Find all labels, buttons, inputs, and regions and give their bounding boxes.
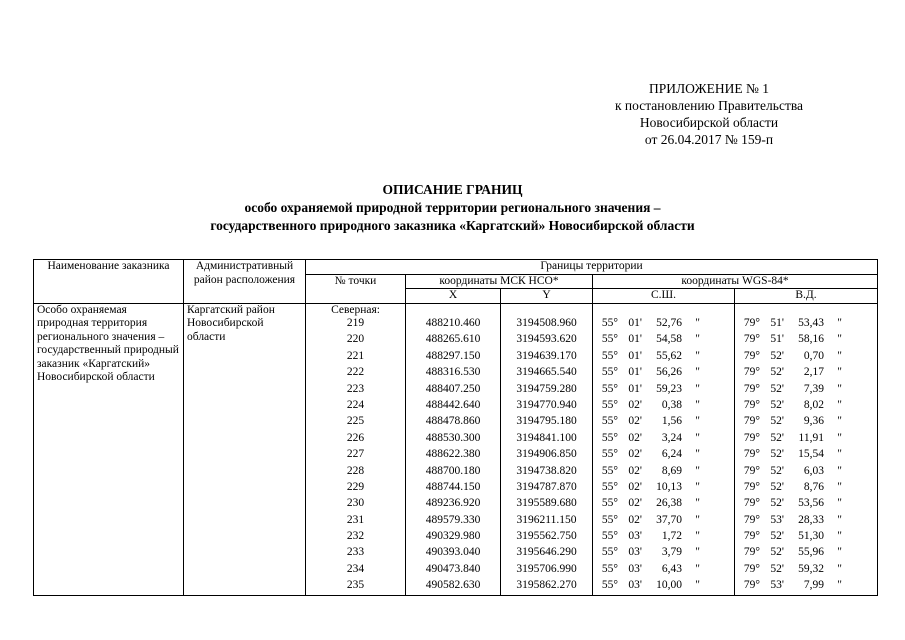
coord-y: 3194770.940 xyxy=(501,399,593,415)
lon-degrees: 79° xyxy=(743,333,760,346)
coord-x: 488700.180 xyxy=(406,465,501,481)
lon-seconds: 8,76 xyxy=(803,480,824,493)
lon-minutes: 52' xyxy=(770,431,784,444)
coord-x: 490582.630 xyxy=(406,579,501,595)
lat-degrees: 55° xyxy=(601,497,618,510)
coord-y: 3194593.620 xyxy=(501,333,593,349)
point-number: 222 xyxy=(306,366,406,382)
lon-minutes: 52' xyxy=(770,562,784,575)
point-number: 233 xyxy=(306,546,406,562)
lon-degrees: 79° xyxy=(743,366,760,379)
coord-x: 488297.150 xyxy=(406,350,501,366)
lat-seconds: 3,24 xyxy=(661,431,682,444)
latitude-cell xyxy=(593,465,735,481)
empty-cell xyxy=(735,303,878,317)
lon-sec-symbol: " xyxy=(837,448,842,461)
empty-cell xyxy=(501,303,593,317)
lon-degrees: 79° xyxy=(743,562,760,575)
latitude-cell xyxy=(593,399,735,415)
lat-degrees: 55° xyxy=(601,562,618,575)
coord-y: 3194639.170 xyxy=(501,350,593,366)
lon-degrees: 79° xyxy=(743,398,760,411)
lat-sec-symbol: " xyxy=(695,382,700,395)
lat-minutes: 03' xyxy=(628,546,642,559)
lon-minutes: 52' xyxy=(770,497,784,510)
lat-seconds: 55,62 xyxy=(656,349,682,362)
lat-degrees: 55° xyxy=(601,317,618,329)
lon-degrees: 79° xyxy=(743,464,760,477)
lat-seconds: 0,38 xyxy=(661,398,682,411)
longitude-cell xyxy=(735,481,878,497)
coord-x: 490329.980 xyxy=(406,530,501,546)
lat-seconds: 1,56 xyxy=(661,415,682,428)
lon-minutes: 51' xyxy=(770,317,784,329)
longitude-cell xyxy=(735,432,878,448)
lon-sec-symbol: " xyxy=(837,431,842,444)
coord-y: 3194665.540 xyxy=(501,366,593,382)
point-number: 220 xyxy=(306,333,406,349)
lat-degrees: 55° xyxy=(601,513,618,526)
lat-sec-symbol: " xyxy=(695,530,700,543)
lat-sec-symbol: " xyxy=(695,366,700,379)
longitude-cell xyxy=(735,317,878,333)
lat-sec-symbol: " xyxy=(695,497,700,510)
point-number: 223 xyxy=(306,383,406,399)
reserve-name-cell: Особо охраняемая природная территория регионального значения – государственный природный заказник «Каргатский» Новосибирской области xyxy=(34,303,184,596)
coord-x: 489236.920 xyxy=(406,497,501,513)
latitude-cell xyxy=(593,448,735,464)
title-line-2: особо охраняемой природной территории регионального значения – xyxy=(244,200,661,215)
lat-minutes: 02' xyxy=(628,431,642,444)
header-name: Наименование заказника xyxy=(34,260,184,304)
coord-y: 3195562.750 xyxy=(501,530,593,546)
lat-seconds: 6,43 xyxy=(661,562,682,575)
district-cell: Каргатский район Новосибирской области xyxy=(184,303,306,596)
lat-sec-symbol: " xyxy=(695,448,700,461)
appendix-heading: ПРИЛОЖЕНИЕ № 1 xyxy=(648,81,770,96)
point-number: 228 xyxy=(306,465,406,481)
lon-sec-symbol: " xyxy=(837,562,842,575)
lon-sec-symbol: " xyxy=(837,317,842,329)
point-number: 219 xyxy=(306,317,406,333)
lon-seconds: 53,56 xyxy=(798,497,824,510)
longitude-cell xyxy=(735,399,878,415)
point-number: 231 xyxy=(306,514,406,530)
coord-x: 488316.530 xyxy=(406,366,501,382)
lon-degrees: 79° xyxy=(743,546,760,559)
latitude-cell xyxy=(593,563,735,579)
lat-seconds: 37,70 xyxy=(656,513,682,526)
longitude-cell xyxy=(735,383,878,399)
point-number: 221 xyxy=(306,350,406,366)
header-lat: С.Ш. xyxy=(593,289,735,304)
lat-sec-symbol: " xyxy=(695,431,700,444)
lon-seconds: 28,33 xyxy=(798,513,824,526)
document-title xyxy=(0,181,905,235)
lon-degrees: 79° xyxy=(743,480,760,493)
lon-minutes: 52' xyxy=(770,448,784,461)
lat-minutes: 02' xyxy=(628,497,642,510)
point-number: 224 xyxy=(306,399,406,415)
coord-y: 3194787.870 xyxy=(501,481,593,497)
lat-sec-symbol: " xyxy=(695,415,700,428)
coord-x: 488744.150 xyxy=(406,481,501,497)
latitude-cell xyxy=(593,415,735,431)
appendix-decree: к постановлению Правительства xyxy=(614,98,804,113)
latitude-cell xyxy=(593,432,735,448)
coord-x: 488442.640 xyxy=(406,399,501,415)
lon-sec-symbol: " xyxy=(837,398,842,411)
coord-y: 3194906.850 xyxy=(501,448,593,464)
lon-minutes: 52' xyxy=(770,480,784,493)
coord-y: 3194508.960 xyxy=(501,317,593,333)
lat-seconds: 6,24 xyxy=(661,448,682,461)
lon-degrees: 79° xyxy=(743,530,760,543)
lat-minutes: 02' xyxy=(628,464,642,477)
latitude-cell xyxy=(593,514,735,530)
lon-minutes: 52' xyxy=(770,366,784,379)
point-number: 235 xyxy=(306,579,406,595)
point-number: 225 xyxy=(306,415,406,431)
lat-sec-symbol: " xyxy=(695,333,700,346)
lat-seconds: 59,23 xyxy=(656,382,682,395)
coord-x: 488622.380 xyxy=(406,448,501,464)
lon-degrees: 79° xyxy=(743,317,760,329)
lat-sec-symbol: " xyxy=(695,513,700,526)
longitude-cell xyxy=(735,546,878,562)
lon-minutes: 51' xyxy=(770,333,784,346)
lon-seconds: 0,70 xyxy=(803,349,824,362)
coord-x: 490393.040 xyxy=(406,546,501,562)
lon-seconds: 8,02 xyxy=(803,398,824,411)
longitude-cell xyxy=(735,465,878,481)
latitude-cell xyxy=(593,579,735,595)
latitude-cell xyxy=(593,383,735,399)
appendix-block xyxy=(579,80,839,148)
lat-degrees: 55° xyxy=(601,530,618,543)
lat-minutes: 02' xyxy=(628,513,642,526)
table-body xyxy=(34,303,878,596)
latitude-cell xyxy=(593,366,735,382)
point-number: 232 xyxy=(306,530,406,546)
lon-minutes: 52' xyxy=(770,546,784,559)
lon-seconds: 9,36 xyxy=(803,415,824,428)
lat-seconds: 26,38 xyxy=(656,497,682,510)
lat-minutes: 03' xyxy=(628,530,642,543)
latitude-cell xyxy=(593,497,735,513)
lon-seconds: 7,99 xyxy=(803,579,824,592)
lat-degrees: 55° xyxy=(601,431,618,444)
header-x: X xyxy=(406,289,501,304)
coord-y: 3194795.180 xyxy=(501,415,593,431)
longitude-cell xyxy=(735,415,878,431)
coord-y: 3195862.270 xyxy=(501,579,593,595)
lon-minutes: 52' xyxy=(770,530,784,543)
coord-x: 488530.300 xyxy=(406,432,501,448)
longitude-cell xyxy=(735,563,878,579)
lon-sec-symbol: " xyxy=(837,415,842,428)
coord-y: 3196211.150 xyxy=(501,514,593,530)
coord-x: 488407.250 xyxy=(406,383,501,399)
lat-degrees: 55° xyxy=(601,333,618,346)
longitude-cell xyxy=(735,530,878,546)
lat-minutes: 01' xyxy=(628,317,642,329)
lat-degrees: 55° xyxy=(601,382,618,395)
lat-sec-symbol: " xyxy=(695,480,700,493)
lon-minutes: 52' xyxy=(770,464,784,477)
longitude-cell xyxy=(735,497,878,513)
coord-y: 3195646.290 xyxy=(501,546,593,562)
latitude-cell xyxy=(593,530,735,546)
header-point-no: № точки xyxy=(306,274,406,303)
lon-seconds: 7,39 xyxy=(803,382,824,395)
lat-seconds: 10,13 xyxy=(656,480,682,493)
point-number: 227 xyxy=(306,448,406,464)
lat-sec-symbol: " xyxy=(695,464,700,477)
header-wgs: координаты WGS-84* xyxy=(593,274,878,289)
lat-seconds: 52,76 xyxy=(656,317,682,329)
lon-seconds: 15,54 xyxy=(798,448,824,461)
lat-sec-symbol: " xyxy=(695,562,700,575)
lat-minutes: 03' xyxy=(628,562,642,575)
header-lon: В.Д. xyxy=(735,289,878,304)
lon-seconds: 55,96 xyxy=(798,546,824,559)
point-number: 230 xyxy=(306,497,406,513)
lat-sec-symbol: " xyxy=(695,349,700,362)
lon-minutes: 52' xyxy=(770,398,784,411)
lat-degrees: 55° xyxy=(601,464,618,477)
appendix-date: от 26.04.2017 № 159-п xyxy=(644,132,774,147)
lat-degrees: 55° xyxy=(601,366,618,379)
lat-minutes: 01' xyxy=(628,333,642,346)
lon-degrees: 79° xyxy=(743,415,760,428)
lat-minutes: 02' xyxy=(628,415,642,428)
lat-seconds: 1,72 xyxy=(661,530,682,543)
lat-degrees: 55° xyxy=(601,349,618,362)
lat-minutes: 02' xyxy=(628,448,642,461)
table-header xyxy=(34,260,878,304)
lat-seconds: 54,58 xyxy=(656,333,682,346)
lon-degrees: 79° xyxy=(743,513,760,526)
lat-seconds: 3,79 xyxy=(661,546,682,559)
coord-y: 3194759.280 xyxy=(501,383,593,399)
lon-seconds: 2,17 xyxy=(803,366,824,379)
lon-sec-symbol: " xyxy=(837,579,842,592)
lon-degrees: 79° xyxy=(743,349,760,362)
header-y: Y xyxy=(501,289,593,304)
boundary-table xyxy=(33,259,878,596)
lat-sec-symbol: " xyxy=(695,398,700,411)
longitude-cell xyxy=(735,333,878,349)
lat-sec-symbol: " xyxy=(695,546,700,559)
latitude-cell xyxy=(593,317,735,333)
header-borders: Границы территории xyxy=(306,260,878,275)
lon-minutes: 52' xyxy=(770,415,784,428)
lat-seconds: 8,69 xyxy=(661,464,682,477)
point-number: 226 xyxy=(306,432,406,448)
lon-sec-symbol: " xyxy=(837,497,842,510)
header-msk: координаты МСК НСО* xyxy=(406,274,593,289)
lat-minutes: 02' xyxy=(628,398,642,411)
coord-x: 488210.460 xyxy=(406,317,501,333)
coord-y: 3195706.990 xyxy=(501,563,593,579)
latitude-cell xyxy=(593,481,735,497)
lat-seconds: 10,00 xyxy=(656,579,682,592)
lon-degrees: 79° xyxy=(743,382,760,395)
coord-x: 489579.330 xyxy=(406,514,501,530)
lat-minutes: 01' xyxy=(628,382,642,395)
lat-minutes: 01' xyxy=(628,349,642,362)
lon-sec-symbol: " xyxy=(837,480,842,493)
lat-minutes: 02' xyxy=(628,480,642,493)
coord-y: 3195589.680 xyxy=(501,497,593,513)
lon-minutes: 52' xyxy=(770,382,784,395)
coord-x: 488478.860 xyxy=(406,415,501,431)
point-number: 229 xyxy=(306,481,406,497)
lon-degrees: 79° xyxy=(743,448,760,461)
lon-minutes: 53' xyxy=(770,513,784,526)
longitude-cell xyxy=(735,514,878,530)
lat-degrees: 55° xyxy=(601,415,618,428)
lat-degrees: 55° xyxy=(601,546,618,559)
longitude-cell xyxy=(735,366,878,382)
coord-y: 3194738.820 xyxy=(501,465,593,481)
lat-degrees: 55° xyxy=(601,448,618,461)
lat-minutes: 01' xyxy=(628,366,642,379)
lon-sec-symbol: " xyxy=(837,464,842,477)
lat-minutes: 03' xyxy=(628,579,642,592)
latitude-cell xyxy=(593,350,735,366)
latitude-cell xyxy=(593,546,735,562)
lon-degrees: 79° xyxy=(743,497,760,510)
lon-sec-symbol: " xyxy=(837,513,842,526)
title-line-1: ОПИСАНИЕ ГРАНИЦ xyxy=(382,182,523,197)
longitude-cell xyxy=(735,579,878,595)
lon-seconds: 11,91 xyxy=(798,431,824,444)
lat-sec-symbol: " xyxy=(695,579,700,592)
lat-seconds: 56,26 xyxy=(656,366,682,379)
lon-seconds: 53,43 xyxy=(798,317,824,329)
coord-x: 490473.840 xyxy=(406,563,501,579)
lon-sec-symbol: " xyxy=(837,333,842,346)
longitude-cell xyxy=(735,350,878,366)
appendix-region: Новосибирской области xyxy=(639,115,779,130)
lat-degrees: 55° xyxy=(601,579,618,592)
lat-degrees: 55° xyxy=(601,398,618,411)
lon-seconds: 51,30 xyxy=(798,530,824,543)
lat-degrees: 55° xyxy=(601,480,618,493)
longitude-cell xyxy=(735,448,878,464)
lon-seconds: 58,16 xyxy=(798,333,824,346)
empty-cell xyxy=(406,303,501,317)
lon-degrees: 79° xyxy=(743,579,760,592)
point-number: 234 xyxy=(306,563,406,579)
latitude-cell xyxy=(593,333,735,349)
coord-x: 488265.610 xyxy=(406,333,501,349)
lat-sec-symbol: " xyxy=(695,317,700,329)
lon-sec-symbol: " xyxy=(837,349,842,362)
lon-sec-symbol: " xyxy=(837,366,842,379)
lon-sec-symbol: " xyxy=(837,546,842,559)
lon-sec-symbol: " xyxy=(837,530,842,543)
lon-seconds: 59,32 xyxy=(798,562,824,575)
lon-sec-symbol: " xyxy=(837,382,842,395)
coord-y: 3194841.100 xyxy=(501,432,593,448)
lon-degrees: 79° xyxy=(743,431,760,444)
lon-minutes: 53' xyxy=(770,579,784,592)
lon-seconds: 6,03 xyxy=(803,464,824,477)
lon-minutes: 52' xyxy=(770,349,784,362)
section-label: Северная: xyxy=(306,303,406,317)
title-line-3: государственного природного заказника «Каргатский» Новосибирской области xyxy=(210,218,695,233)
header-district: Административный район расположения xyxy=(184,260,306,304)
empty-cell xyxy=(593,303,735,317)
